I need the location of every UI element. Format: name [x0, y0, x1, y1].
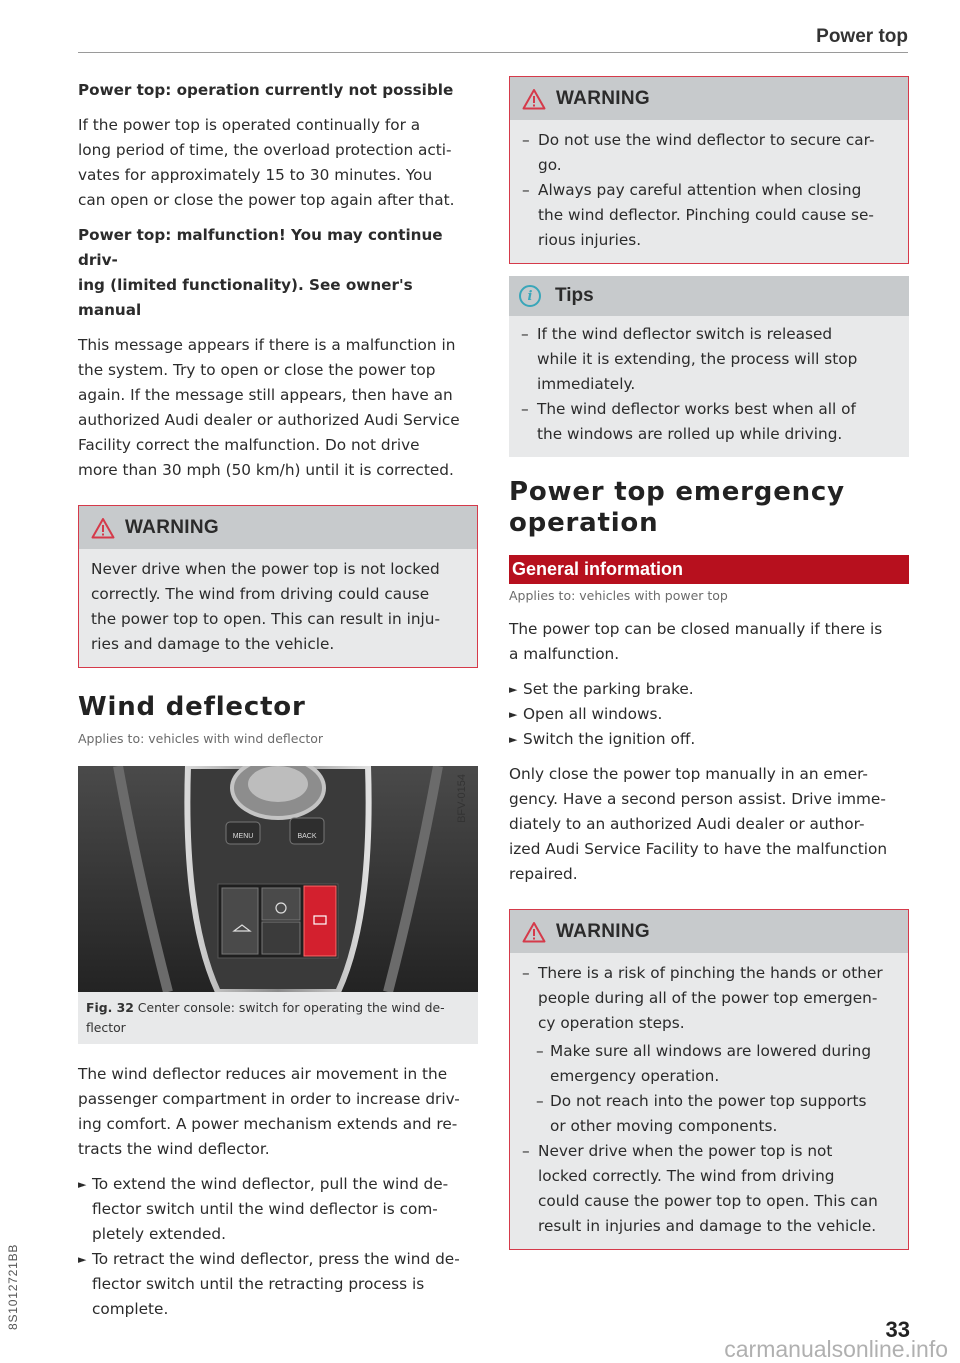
text-line: Never drive when the power top is not locked: [91, 560, 440, 578]
text-line: Always pay careful attention when closing: [538, 181, 862, 199]
text-line: passenger compartment in order to increase driv-: [78, 1090, 460, 1108]
text-line: tracts the wind deflector.: [78, 1140, 270, 1158]
text-line: Power top: malfunction! You may continue driv-: [78, 226, 443, 269]
dash-bullet: –: [536, 1042, 544, 1060]
dash-bullet: –: [522, 1142, 530, 1160]
text-line: flector switch until the retracting process is: [92, 1275, 425, 1293]
step-text: Set the parking brake.: [523, 680, 694, 698]
text-line: immediately.: [537, 375, 636, 393]
text-line: This message appears if there is a malfunction in: [78, 336, 456, 354]
text-line: Never drive when the power top is not: [538, 1142, 833, 1160]
text-line: long period of time, the overload protection acti-: [78, 141, 452, 159]
tip-item: [509, 322, 897, 397]
figure-caption-text: Center console: switch for operating the wind de-: [133, 1000, 445, 1015]
warning-header: [510, 910, 908, 953]
info-icon: i: [519, 285, 541, 307]
header-divider: [78, 52, 908, 53]
paragraph-malfunction: [78, 333, 478, 483]
paragraph-wind-deflector: [78, 1062, 478, 1162]
text-line: operation: [509, 508, 659, 538]
text-line: the power top to open. This can result in inju-: [91, 610, 440, 628]
text-line: the wind deflector. Pinching could cause se-: [538, 206, 874, 224]
dash-bullet: –: [522, 131, 530, 149]
text-line: diately to an authorized Audi dealer or author-: [509, 815, 865, 833]
text-line: Facility correct the malfunction. Do not drive: [78, 436, 420, 454]
arrow-bullet-icon: ►: [509, 708, 518, 721]
subsection-bar-general-information: General information: [509, 555, 909, 584]
subheading-operation-not-possible: Power top: operation currently not possible: [78, 81, 454, 99]
text-line: rious injuries.: [538, 231, 642, 249]
text-line: complete.: [92, 1300, 169, 1318]
page-number: 33: [885, 1317, 910, 1342]
text-line: There is a risk of pinching the hands or other: [538, 964, 883, 982]
dash-bullet: –: [521, 400, 529, 418]
text-line: authorized Audi dealer or authorized Audi Service: [78, 411, 460, 429]
applies-to-note: Applies to: vehicles with power top: [509, 588, 728, 603]
text-line: gency. Have a second person assist. Drive imme-: [509, 790, 886, 808]
tips-title: Tips: [555, 285, 594, 306]
text-line: The power top can be closed manually if there is: [509, 620, 883, 638]
text-line: could cause the power top to open. This can: [538, 1192, 878, 1210]
text-line: people during all of the power top emergen-: [538, 989, 878, 1007]
caption-line-2: flector: [86, 1020, 126, 1035]
text-line: cy operation steps.: [538, 1014, 685, 1032]
tips-header: [509, 276, 909, 316]
subheading-malfunction: [78, 223, 478, 323]
center-console-illustration: [78, 766, 478, 992]
warning-title: WARNING: [556, 920, 650, 942]
warning-triangle-icon: [91, 517, 115, 539]
warning-header: [510, 77, 908, 120]
text-line: the windows are rolled up while driving.: [537, 425, 843, 443]
text-line: or other moving components.: [550, 1117, 778, 1135]
text-line: result in injuries and damage to the vehicle.: [538, 1217, 877, 1235]
figure-caption: [78, 992, 478, 1044]
text-line: To extend the wind deflector, pull the wind de-: [92, 1175, 449, 1193]
warning-box-wind-deflector: [509, 76, 909, 264]
text-line: vates for approximately 15 to 30 minutes. You: [78, 166, 433, 184]
warning-title: WARNING: [125, 516, 219, 538]
text-line: correctly. The wind from driving could cause: [91, 585, 430, 603]
warning-body: [510, 953, 908, 1249]
figure-center-console: [78, 766, 478, 992]
step-text: Switch the ignition off.: [523, 730, 696, 748]
dash-bullet: –: [522, 181, 530, 199]
running-header-title: Power top: [816, 26, 908, 47]
arrow-bullet-icon: ►: [78, 1178, 87, 1191]
text-line: The wind deflector reduces air movement in the: [78, 1065, 448, 1083]
section-title-wind-deflector: Wind deflector: [78, 692, 306, 722]
figure-code: BFV-0154: [456, 774, 468, 823]
dash-bullet: –: [536, 1092, 544, 1110]
tip-item: [509, 397, 897, 447]
dash-bullet: –: [521, 325, 529, 343]
text-line: If the power top is operated continually for a: [78, 116, 421, 134]
text-line: Do not reach into the power top supports: [550, 1092, 867, 1110]
step-item: [509, 702, 909, 727]
text-line: repaired.: [509, 865, 578, 883]
warning-item: [510, 128, 896, 178]
menu-key-label: MENU: [232, 833, 254, 840]
paragraph-overload: [78, 113, 478, 213]
tips-box: [509, 276, 909, 457]
warning-body: [79, 549, 477, 667]
warning-item: [510, 961, 896, 1036]
figure-label: Fig. 32: [86, 1000, 134, 1015]
text-line: If the wind deflector switch is released: [537, 325, 833, 343]
text-line: locked correctly. The wind from driving: [538, 1167, 835, 1185]
text-line: ized Audi Service Facility to have the malfunction: [509, 840, 888, 858]
text-line: go.: [538, 156, 562, 174]
warning-header: [79, 506, 477, 549]
text-line: while it is extending, the process will stop: [537, 350, 858, 368]
applies-to-note: Applies to: vehicles with wind deflector: [78, 731, 324, 746]
arrow-bullet-icon: ►: [509, 733, 518, 746]
text-line: ing (limited functionality). See owner's manual: [78, 276, 413, 319]
text-line: Power top emergency: [509, 477, 845, 507]
warning-sub-item: [510, 1089, 896, 1139]
watermark: carmanualsonline.info: [724, 1336, 948, 1362]
steps-list: [509, 677, 909, 752]
text-line: again. If the message still appears, then have an: [78, 386, 453, 404]
back-key-label: BACK: [297, 833, 317, 840]
step-item: [509, 677, 909, 702]
section-title-emergency: [509, 477, 909, 539]
document-code: 8S1012721BB: [6, 1243, 20, 1330]
warning-box-power-top: [78, 505, 478, 668]
warning-triangle-icon: [522, 88, 546, 110]
text-line: the system. Try to open or close the power top: [78, 361, 436, 379]
warning-sub-item: [510, 1039, 896, 1089]
arrow-bullet-icon: ►: [509, 683, 518, 696]
step-extend: [78, 1172, 478, 1247]
text-line: ries and damage to the vehicle.: [91, 635, 335, 653]
step-text: Open all windows.: [523, 705, 663, 723]
text-line: pletely extended.: [92, 1225, 226, 1243]
warning-item: [510, 178, 896, 253]
arrow-bullet-icon: ►: [78, 1253, 87, 1266]
text-line: more than 30 mph (50 km/h) until it is corrected.: [78, 461, 454, 479]
paragraph-emergency-only: [509, 762, 909, 887]
text-line: Only close the power top manually in an emer-: [509, 765, 868, 783]
warning-box-emergency: [509, 909, 909, 1250]
right-column: [509, 76, 909, 1250]
left-column: [78, 76, 478, 1322]
text-line: can open or close the power top again after that.: [78, 191, 455, 209]
warning-triangle-icon: [522, 921, 546, 943]
text-line: The wind deflector works best when all of: [537, 400, 856, 418]
text-line: emergency operation.: [550, 1067, 720, 1085]
text-line: ing comfort. A power mechanism extends and re-: [78, 1115, 458, 1133]
step-retract: [78, 1247, 478, 1322]
text-line: flector switch until the wind deflector is com-: [92, 1200, 438, 1218]
text-line: Make sure all windows are lowered during: [550, 1042, 872, 1060]
tips-body: [509, 316, 909, 457]
step-item: [509, 727, 909, 752]
text-line: To retract the wind deflector, press the wind de-: [92, 1250, 460, 1268]
warning-title: WARNING: [556, 87, 650, 109]
warning-item: [510, 1139, 896, 1239]
steps-list: [78, 1172, 478, 1322]
dash-bullet: –: [522, 964, 530, 982]
text-line: Do not use the wind deflector to secure car-: [538, 131, 875, 149]
caption-line: [86, 998, 470, 1018]
warning-body: [510, 120, 908, 263]
text-line: a malfunction.: [509, 645, 620, 663]
paragraph-manual-close: [509, 617, 909, 667]
